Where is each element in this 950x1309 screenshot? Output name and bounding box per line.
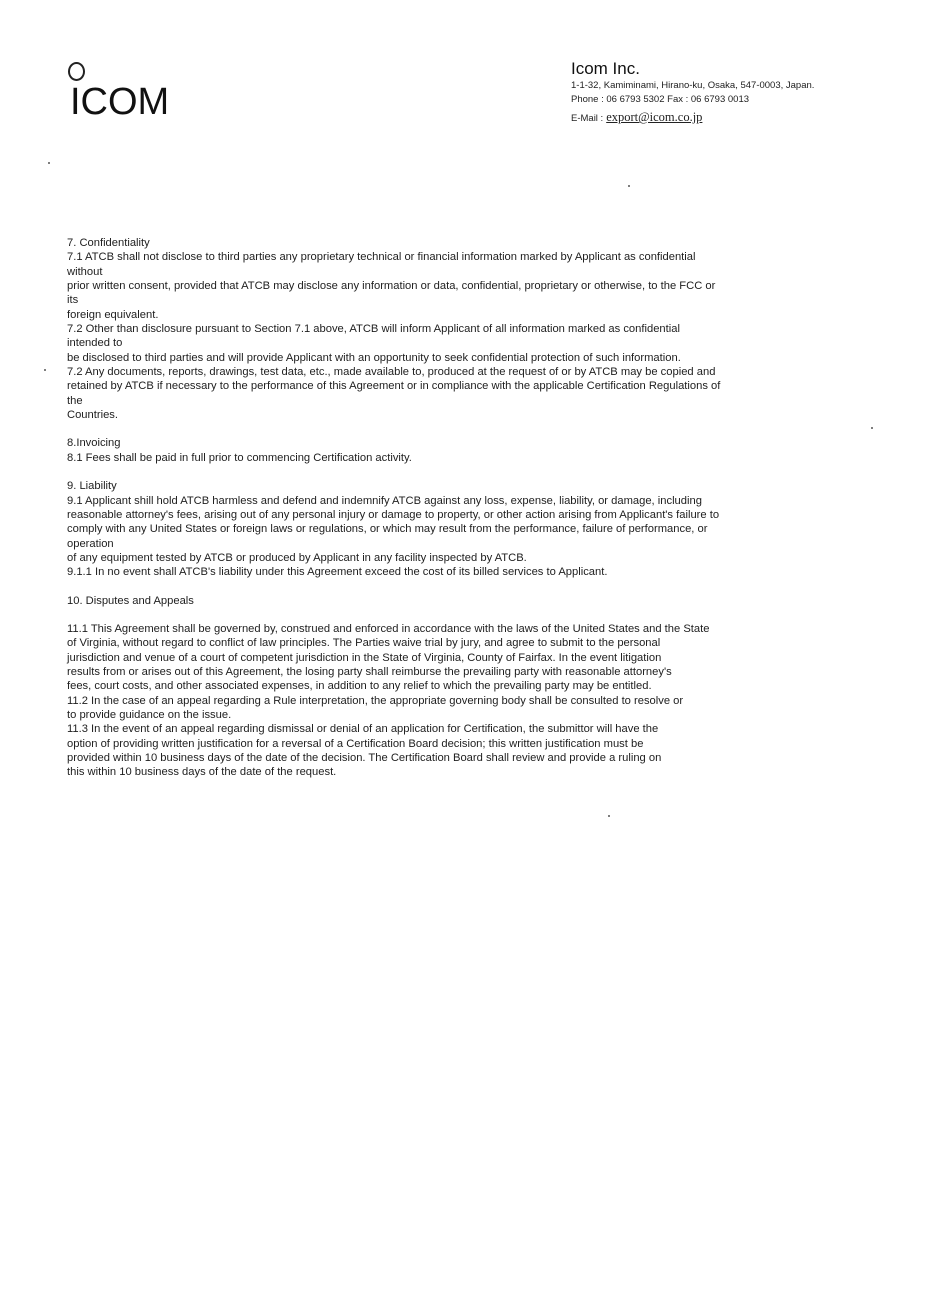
text-line: operation: [67, 537, 114, 550]
text-line: 9.1 Applicant shill hold ATCB harmless and defend and indemnify ATCB against any loss, expense, liability, or damage, including: [67, 494, 702, 507]
text-line: comply with any United States or foreign laws or regulations, or which may result from the performance, failure of performance, or: [67, 523, 708, 536]
text-line: retained by ATCB if necessary to the performance of this Agreement or in compliance with the applicable Certification Regulations of: [67, 380, 721, 393]
text-line: prior written consent, provided that ATCB may disclose any information or data, confidential, proprietary or otherwise, to the FCC or: [67, 280, 716, 293]
section-gap: [67, 580, 857, 594]
section-heading-line: 10. Disputes and Appeals: [67, 594, 194, 607]
document-body: [67, 236, 857, 780]
letterhead: [571, 59, 911, 127]
text-line: Countries.: [67, 409, 118, 422]
section: [67, 594, 857, 608]
text-line: 11.2 In the case of an appeal regarding a Rule interpretation, the appropriate governing body shall be consulted to resolve or: [67, 694, 684, 707]
email-label: E-Mail :: [571, 113, 604, 124]
text-line: be disclosed to third parties and will provide Applicant with an opportunity to seek confidential protection of such information.: [67, 351, 681, 364]
company-name: Icom Inc.: [571, 59, 640, 78]
section-heading-line: 11.1 This Agreement shall be governed by, construed and enforced in accordance with the laws of the United States and the State: [67, 622, 710, 635]
text-line: results from or arises out of this Agreement, the losing party shall reimburse the prevailing party with reasonable attorney's: [67, 665, 672, 678]
text-line: reasonable attorney's fees, arising out of any personal injury or damage to property, or other action arising from Applicant's failure to: [67, 508, 720, 521]
text-line: provided within 10 business days of the date of the decision. The Certification Board shall review and provide a ruling on: [67, 752, 662, 764]
text-line: without: [67, 265, 103, 278]
company-phone-fax: Phone : 06 6793 5302 Fax : 06 6793 0013: [571, 94, 750, 105]
text-line: 8.1 Fees shall be paid in full prior to commencing Certification activity.: [67, 451, 412, 464]
text-line: option of providing written justification for a reversal of a Certification Board decision; this written justification must be: [67, 737, 644, 750]
email-link[interactable]: export@icom.co.jp: [606, 110, 703, 124]
section-heading-line: 8.Invoicing: [67, 437, 121, 450]
text-line: 11.3 In the event of an appeal regarding dismissal or denial of an application for Certification, the submittor will have the: [67, 723, 659, 736]
section-heading-line: 7. Confidentiality: [67, 237, 150, 249]
text-line: foreign equivalent.: [67, 308, 159, 321]
section: [67, 622, 857, 780]
text-line: of Virginia, without regard to conflict of law principles. The Parties waive trial by jury, and agree to submit to the personal: [67, 637, 661, 650]
section: [67, 236, 857, 422]
text-line: its: [67, 294, 79, 307]
text-line: 7.2 Other than disclosure pursuant to Section 7.1 above, ATCB will inform Applicant of all information marked as confidential: [67, 323, 680, 336]
company-email-row: [571, 109, 911, 127]
section-gap: [67, 465, 857, 479]
section: [67, 436, 857, 465]
text-line: the: [67, 394, 83, 407]
logo-wordmark: ICOM: [70, 81, 170, 123]
text-line: of any equipment tested by ATCB or produced by Applicant in any facility inspected by ATCB.: [67, 551, 527, 564]
text-line: fees, court costs, and other associated expenses, in addition to any relief to which the prevailing party may be entitled.: [67, 680, 652, 693]
icom-logo: [62, 60, 192, 124]
section-gap: [67, 422, 857, 436]
logo-ring-mark: [68, 62, 85, 81]
section-gap: [67, 608, 857, 622]
text-line: 7.2 Any documents, reports, drawings, test data, etc., made available to, produced at the request of or by ATCB may be copied and: [67, 366, 716, 379]
text-line: 7.1 ATCB shall not disclose to third parties any proprietary technical or financial information marked by Applicant as confidential: [67, 251, 696, 264]
text-line: 9.1.1 In no event shall ATCB's liability under this Agreement exceed the cost of its billed services to Applicant.: [67, 566, 608, 579]
text-line: intended to: [67, 337, 123, 350]
text-line: this within 10 business days of the date of the request.: [67, 766, 337, 779]
text-line: to provide guidance on the issue.: [67, 708, 232, 721]
section-heading-line: 9. Liability: [67, 480, 117, 493]
text-line: jurisdiction and venue of a court of competent jurisdiction in the State of Virginia, County of Fairfax. In the event litigation: [67, 651, 662, 664]
company-address: 1-1-32, Kamiminami, Hirano-ku, Osaka, 547-0003, Japan.: [571, 80, 815, 91]
section: [67, 479, 857, 579]
